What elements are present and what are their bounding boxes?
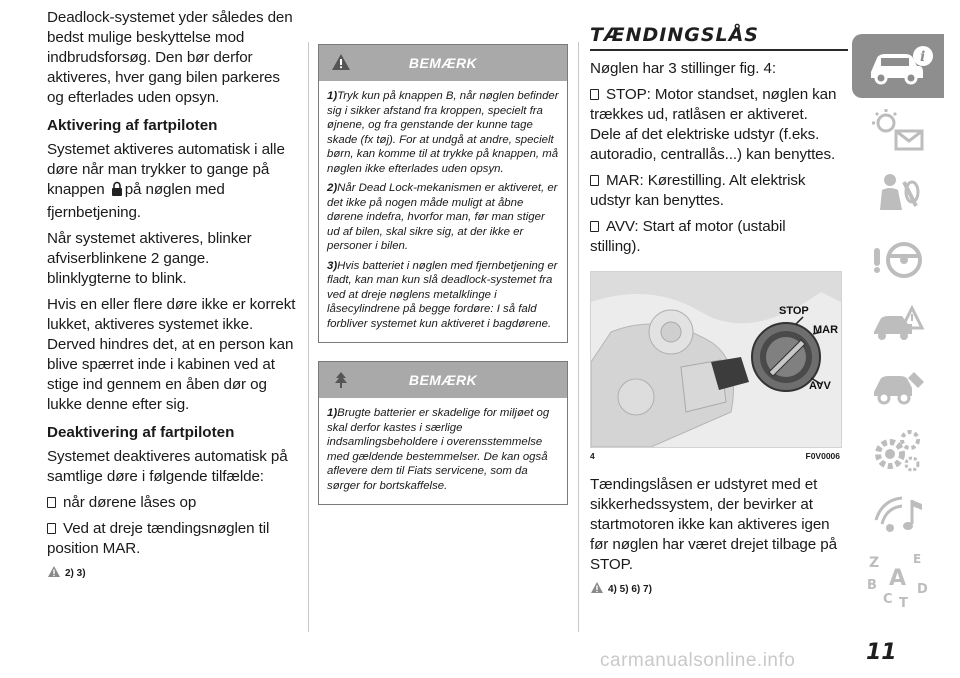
svg-text:Z: Z <box>869 555 880 571</box>
mar-label: MAR <box>813 324 839 336</box>
chapter-sidebar <box>852 34 944 612</box>
chapter-tab-technical-data[interactable] <box>852 420 944 482</box>
svg-text:B: B <box>867 578 877 593</box>
warning-triangle-icon <box>331 53 351 76</box>
chapter-tab-multimedia[interactable] <box>852 484 944 546</box>
avv-label: AVV <box>809 380 831 392</box>
chapter-tab-driving[interactable] <box>852 228 944 290</box>
warning-triangle-icon <box>47 565 61 581</box>
warning-references: 4) 5) 6) 7) <box>590 581 840 597</box>
checkbox-bullet-icon <box>47 523 56 534</box>
figure-number: 4 <box>590 451 595 461</box>
steering-wheel-icon <box>868 234 928 284</box>
list-item: MAR: Kørestilling. Alt elektrisk udstyr kan benyttes. <box>590 172 806 209</box>
tree-environment-icon <box>331 370 351 395</box>
activation-paragraph <box>47 140 297 223</box>
activation-text-b: på nøglen med fjernbetjening. <box>47 181 225 221</box>
activation-door-paragraph: Hvis en eller flere døre ikke er korrekt lukket, aktiveres systemet ikke. Derved hindres det, at en person kan blive spærret inde i kabinen ved at stige ind gennem en åben dør og lukke denne efter sig. <box>47 296 296 413</box>
car-service-icon <box>868 362 928 412</box>
environment-notice-header <box>319 362 567 398</box>
environment-notice-box <box>318 361 568 505</box>
chapter-tab-car-info[interactable] <box>852 34 944 98</box>
chapter-tab-warning-lights[interactable] <box>852 100 944 162</box>
warning-item: 1)Tryk kun på knappen B, når nøglen befinder sig i sikker afstand fra kroppen, specielt fra øjnene, og fra genstande der kunne tage skade (fx tøj). For at undgå at andre, specielt børn, kan komme til at trykke på knappen, må nøglen ikke efterlades uden opsyn. <box>327 90 559 175</box>
list-item: Ved at dreje tændingsnøglen til position MAR. <box>47 520 270 557</box>
warning-triangle-icon <box>590 581 604 597</box>
svg-text:i: i <box>920 49 926 65</box>
chapter-tab-emergency[interactable] <box>852 292 944 354</box>
lock-icon <box>111 181 123 203</box>
right-column <box>590 24 840 597</box>
section-rule <box>590 49 848 51</box>
stop-label: STOP <box>779 305 809 317</box>
svg-text:T: T <box>899 596 908 609</box>
car-crash-icon <box>868 298 928 348</box>
svg-text:A: A <box>889 566 907 591</box>
list-item: AVV: Start af motor (ustabil stilling). <box>590 218 786 255</box>
middle-column <box>318 44 568 523</box>
svg-text:E: E <box>913 552 922 566</box>
activation-heading: Aktivering af fartpiloten <box>47 117 218 134</box>
watermark-text: carmanualsonline.info <box>600 650 796 671</box>
environment-notice-title: BEMÆRK <box>408 372 478 388</box>
page-number: 11 <box>866 640 897 665</box>
svg-text:D: D <box>917 582 928 597</box>
deactivation-heading: Deaktivering af fartpiloten <box>47 424 235 441</box>
warning-references: 2) 3) <box>47 565 297 581</box>
settings-gear-icon <box>868 426 928 476</box>
ignition-intro: Nøglen har 3 stillinger fig. 4: <box>590 60 776 77</box>
deactivation-paragraph: Systemet deaktiveres automatisk på samtlige døre i følgende tilfælde: <box>47 448 288 485</box>
warning-item: 3)Hvis batteriet i nøglen med fjernbetjening er fladt, kan man kun slå deadlock-systemet fra ved at dreje nøglens metalklinge i låsecylindrene på begge fordøre: I så fald forbliver systemet kun aktiveret i bagdørene. <box>327 259 558 330</box>
environment-notice-body <box>319 398 567 504</box>
section-title: TÆNDINGSLÅS <box>590 24 759 46</box>
list-item: når dørene låses op <box>47 493 297 513</box>
ignition-figure <box>590 271 842 448</box>
figure-code: F0V0006 <box>805 451 840 461</box>
warning-lights-icon <box>868 107 928 155</box>
list-item: STOP: Motor standset, nøglen kan trækkes ud, ratlåsen er aktiveret. Dele af det elektriske udstyr (f.eks. autoradio, centrallås...) kan benyttes. <box>590 86 837 163</box>
warning-notice-title: BEMÆRK <box>408 55 478 71</box>
checkbox-bullet-icon <box>590 175 599 186</box>
svg-text:C: C <box>883 592 893 607</box>
checkbox-bullet-icon <box>590 221 599 232</box>
environment-item: 1)Brugte batterier er skadelige for miljøet og skal derfor kastes i særlige indsamlingsbeholdere i overensstemmelse med gældende bestemmelser. De kan også aflevere dem til Fiats servicene, som da sørger for bortskaffelse. <box>327 407 550 492</box>
warning-notice-box <box>318 44 568 343</box>
ignition-safety-paragraph: Tændingslåsen er udstyret med et sikkerhedssystem, der bevirker at startmotoren ikke kan aktiveres igen før nøglen har været drejet tilbage på STOP. <box>590 476 837 573</box>
warning-item: 2)Når Dead Lock-mekanismen er aktiveret, er det ikke på nogen måde muligt at åbne dørene indefra, hvorfor man, før man stiger ud af bilen, skal sikre sig, at der ikke er personer i bilen. <box>327 182 558 252</box>
chapter-tab-safety[interactable] <box>852 164 944 226</box>
checkbox-bullet-icon <box>590 89 599 100</box>
chapter-tab-index[interactable] <box>852 548 944 610</box>
alphabet-index-icon <box>863 549 933 609</box>
figure-caption <box>590 451 840 461</box>
warning-notice-header <box>319 45 567 81</box>
activation-blink-paragraph: Når systemet aktiveres, blinker afviserblinkene 2 gange. blinklygterne to blink. <box>47 230 252 287</box>
column-divider <box>578 42 579 632</box>
activation-text-a: Systemet aktiveres automatisk i alle døre når man trykker to gange på knappen <box>47 141 285 198</box>
ignition-switch-illustration <box>591 272 841 447</box>
checkbox-bullet-icon <box>47 497 56 508</box>
column-divider <box>308 42 309 632</box>
media-music-icon <box>868 490 928 540</box>
intro-paragraph: Deadlock-systemet yder således den bedst mulige beskyttelse mod indbrudsforsøg. Den bør derfor aktiveres, hver gang bilen parkeres og efterlades uden opsyn. <box>47 9 293 106</box>
warning-notice-body <box>319 81 567 342</box>
chapter-tab-maintenance[interactable] <box>852 356 944 418</box>
left-column <box>47 8 297 581</box>
car-info-icon <box>863 44 933 88</box>
seat-airbag-icon <box>868 170 928 220</box>
